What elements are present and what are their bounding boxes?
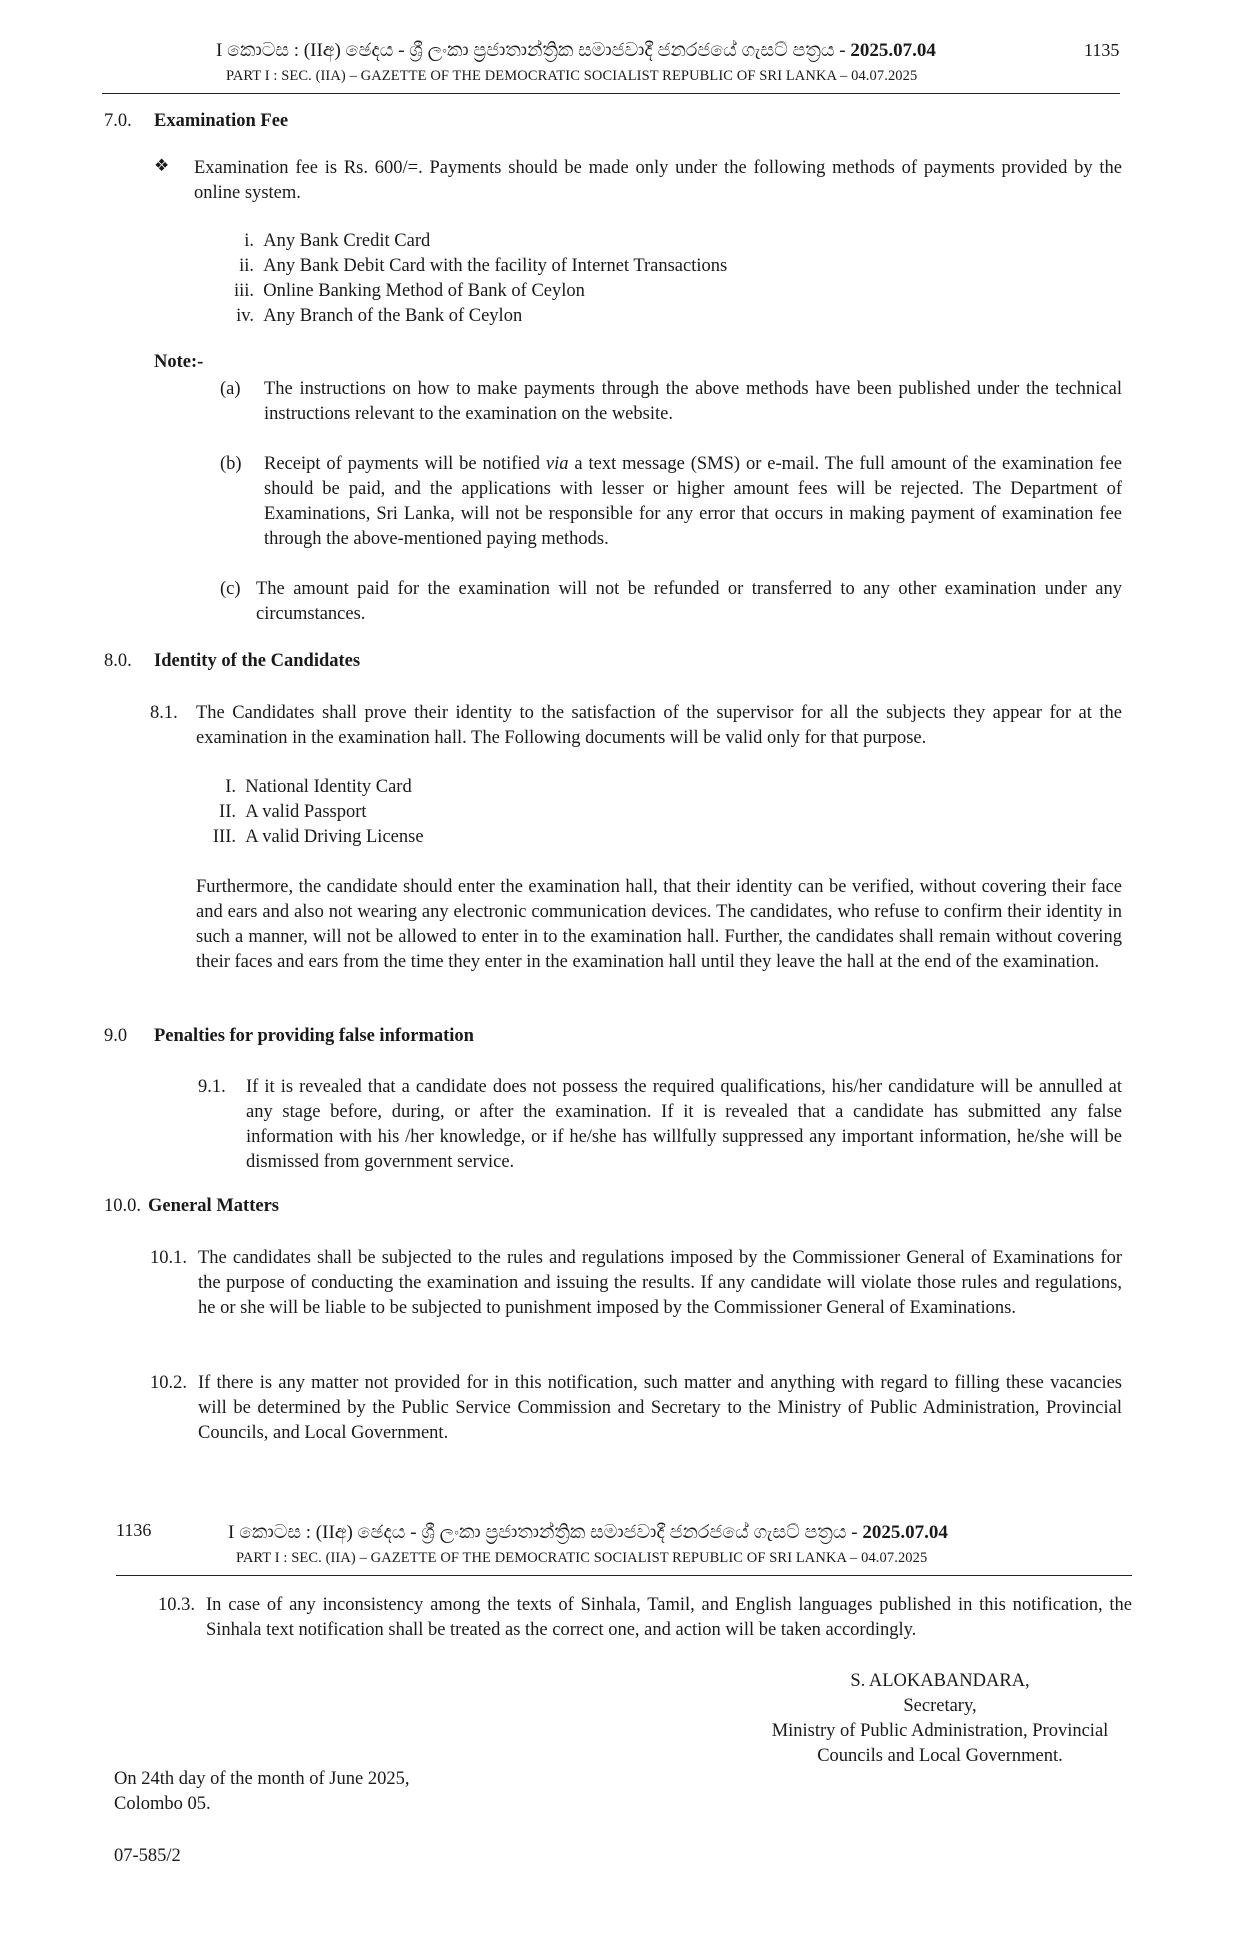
- header-sinhala-line: [216, 40, 936, 62]
- page-number: 1135: [1084, 40, 1120, 60]
- signatory-org-line1: Ministry of Public Administration, Provincial: [771, 1721, 1109, 1741]
- reference-number: 07-585/2: [114, 1846, 181, 1866]
- penalties-paragraph: If it is revealed that a candidate does not possess the required qualifications, his/her candidature will be annulled at any stage before, during, or after the examination. If it is revealed that a candidate has submitted any false information with his /her knowledge, or if he/she has willfully suppressed any important information, he/she will be dismissed from government service.: [246, 1077, 1122, 1172]
- header-sinhala-line: [228, 1522, 948, 1544]
- general-matters-10-2: If there is any matter not provided for in this notification, such matter and anything with regard to filling these vacancies will be determined by the Public Service Commission and Secretary to the Ministry of Public Administration, Provincial Councils, and Local Government.: [198, 1373, 1122, 1443]
- identity-paragraph: The Candidates shall prove their identity to the satisfaction of the supervisor for all the subjects they appear for at the examination in the examination hall. The Following documents will be valid only for that purpose.: [196, 703, 1122, 748]
- signature-block: [730, 1669, 1150, 1769]
- list-item: II. A valid Passport: [219, 802, 367, 822]
- header-date: 2025.07.04: [862, 1522, 948, 1543]
- header-rule: [102, 93, 1120, 94]
- identity-documents-list: [206, 775, 424, 850]
- note-c-text: The amount paid for the examination will not be refunded or transferred to any other examination under any circumstances.: [256, 579, 1122, 624]
- header-date: 2025.07.04: [850, 40, 936, 61]
- note-label: Note:-: [154, 352, 204, 372]
- diamond-bullet-icon: ❖: [154, 156, 170, 175]
- list-item: I. National Identity Card: [225, 777, 412, 797]
- section-title-penalties: Penalties for providing false information: [154, 1026, 474, 1046]
- subsection-number: 8.1.: [150, 703, 178, 723]
- page-number: 1136: [116, 1520, 152, 1540]
- note-a-label: (a): [220, 379, 241, 399]
- header-rule: [116, 1575, 1132, 1576]
- note-a-text: The instructions on how to make payments through the above methods have been published under the technical instructions relevant to the examination on the website.: [264, 379, 1122, 424]
- subsection-number: 10.3.: [158, 1595, 195, 1615]
- signatory-name: S. ALOKABANDARA,: [850, 1671, 1030, 1691]
- section-title-identity: Identity of the Candidates: [154, 651, 361, 671]
- list-item: III. A valid Driving License: [212, 827, 424, 847]
- general-matters-10-1: The candidates shall be subjected to the rules and regulations imposed by the Commissioner General of Examinations for the purpose of conducting the examination and issuing the results. If any candidate will violate those rules and regulations, he or she will be liable to be subjected to punishment imposed by the Commissioner General of Examinations.: [198, 1248, 1122, 1318]
- header-sinhala-text: I කොටස : (IIඅ) ඡෙදය - ශ්‍රී ලංකා ප්‍රජාතාන්ත්‍රික සමාජවාදී ජනරජයේ ගැසට් පත්‍රය -: [228, 1522, 863, 1543]
- place-line: Colombo 05.: [114, 1794, 211, 1814]
- note-b-label: (b): [220, 454, 242, 474]
- list-item: iii. Online Banking Method of Bank of Ceylon: [233, 281, 585, 301]
- section-title-general-matters: General Matters: [148, 1196, 279, 1216]
- section-number: 10.0.: [104, 1196, 141, 1216]
- header-sinhala-text: I කොටස : (IIඅ) ඡෙදය - ශ්‍රී ලංකා ප්‍රජාතාන්ත්‍රික සමාජවාදී ජනරජයේ ගැසට් පත්‍රය -: [216, 40, 851, 61]
- section-title-examination-fee: Examination Fee: [154, 111, 289, 131]
- payment-methods-list: [224, 229, 727, 329]
- date-line: On 24th day of the month of June 2025,: [114, 1769, 410, 1789]
- subsection-number: 10.2.: [150, 1373, 187, 1393]
- section-number: 7.0.: [104, 111, 132, 131]
- signatory-title: Secretary,: [903, 1696, 977, 1716]
- note-b-text: Receipt of payments will be notified via a text message (SMS) or e-mail. The full amount of the examination fee should be paid, and the applications with lesser or higher amount fees will be rejected. The Department of Examinations, Sri Lanka, will not be responsible for any error that occurs in making payment of examination fee through the above-mentioned paying methods.: [264, 454, 1122, 549]
- note-c-label: (c): [220, 579, 241, 599]
- list-item: iv. Any Branch of the Bank of Ceylon: [236, 306, 523, 326]
- signatory-org-line2: Councils and Local Government.: [817, 1746, 1063, 1766]
- section-number: 8.0.: [104, 651, 132, 671]
- identity-further-paragraph: Furthermore, the candidate should enter the examination hall, that their identity can be verified, without covering their face and ears and also not wearing any electronic communication devices. The candidates, who refuse to confirm their identity in such a manner, will not be allowed to enter in to the examination hall. Further, the candidates shall remain without covering their faces and ears from the time they enter in the examination hall until they leave the hall at the end of the examination.: [196, 877, 1122, 972]
- list-item: ii. Any Bank Debit Card with the facility of Internet Transactions: [239, 256, 728, 276]
- section-number: 9.0: [104, 1026, 128, 1046]
- fee-paragraph: Examination fee is Rs. 600/=. Payments should be made only under the following methods of payments provided by the online system.: [194, 158, 1122, 203]
- header-english: PART I : SEC. (IIA) – GAZETTE OF THE DEMOCRATIC SOCIALIST REPUBLIC OF SRI LANKA – 04.07.2025: [226, 68, 918, 84]
- subsection-number: 9.1.: [198, 1077, 226, 1097]
- list-item: i. Any Bank Credit Card: [244, 231, 431, 251]
- header-english: PART I : SEC. (IIA) – GAZETTE OF THE DEMOCRATIC SOCIALIST REPUBLIC OF SRI LANKA – 04.07.2025: [236, 1550, 928, 1566]
- general-matters-10-3: In case of any inconsistency among the texts of Sinhala, Tamil, and English languages published in this notification, the Sinhala text notification shall be treated as the correct one, and action will be taken accordingly.: [206, 1595, 1132, 1640]
- subsection-number: 10.1.: [150, 1248, 187, 1268]
